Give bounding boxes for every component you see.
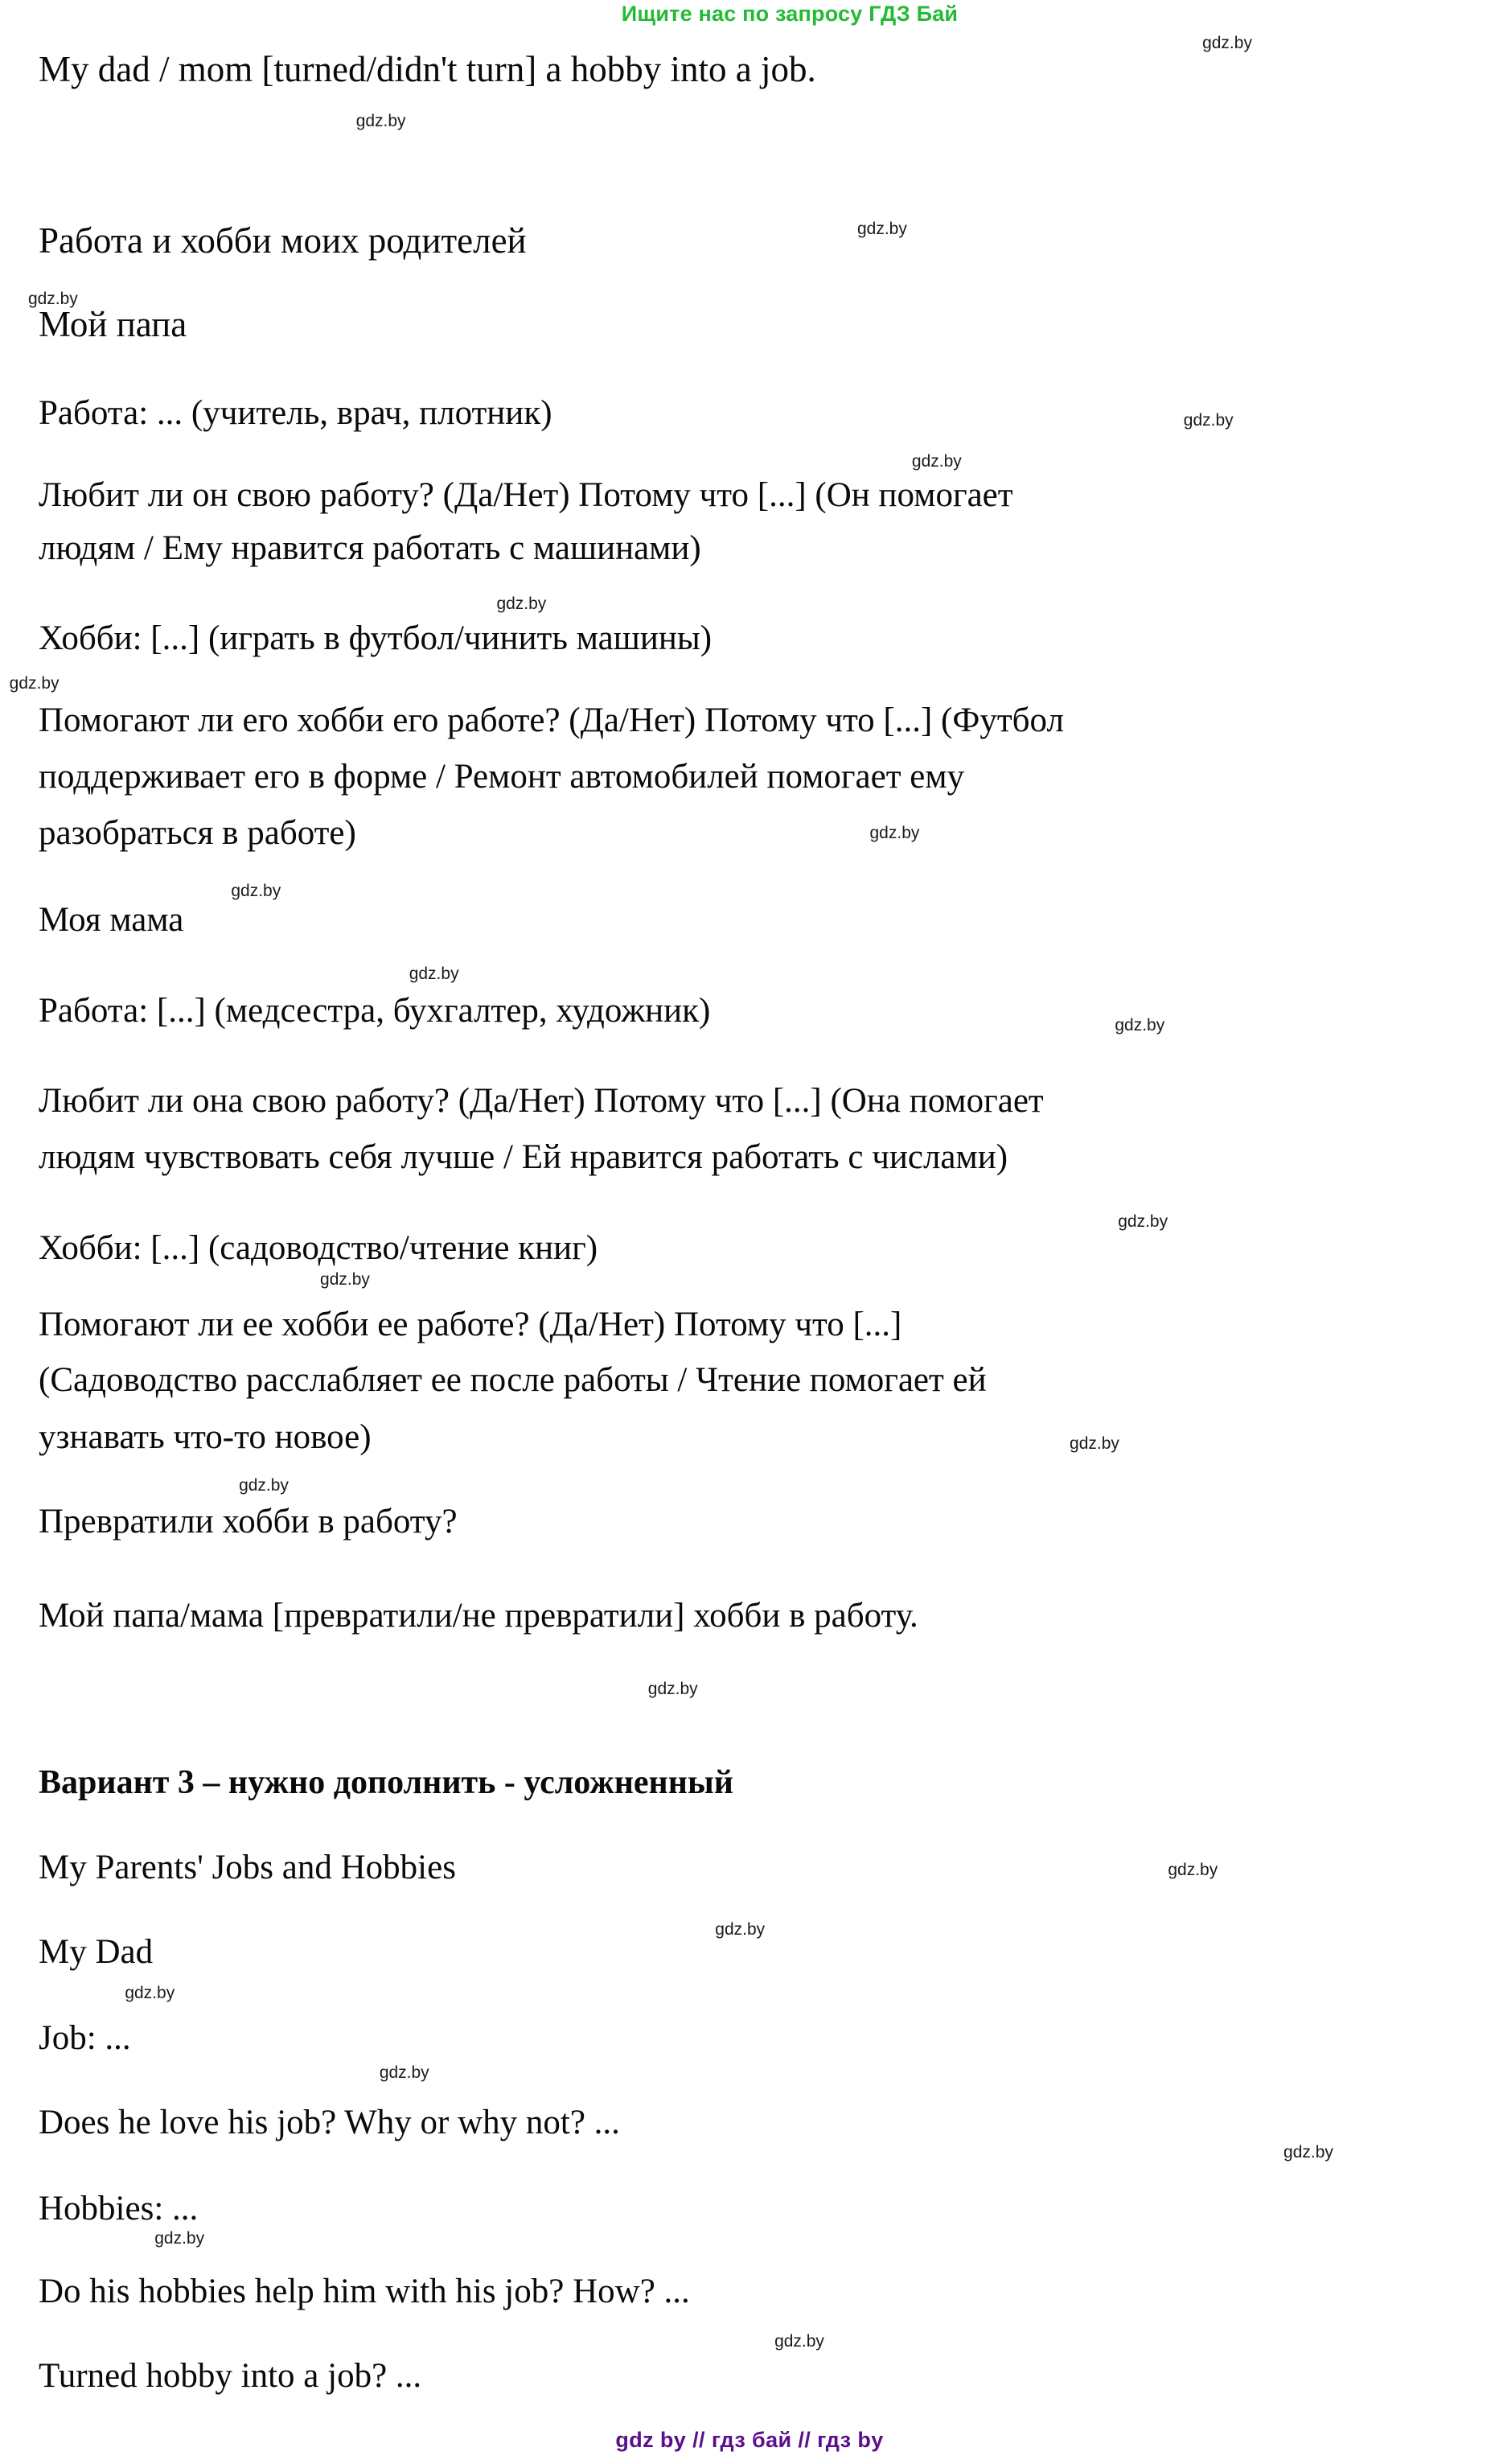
watermark-gdz: gdz.by — [1115, 1015, 1165, 1035]
en-turned-question: Turned hobby into a job? ... — [39, 2357, 422, 2395]
ru-mom-love-q-line2: людям чувствовать себя лучше / Ей нравится работать с числами) — [39, 1138, 1008, 1176]
en-job: Job: ... — [39, 2019, 131, 2057]
en-hobbies: Hobbies: ... — [39, 2190, 199, 2227]
ru-dad-heading: Мой папа — [39, 304, 187, 344]
en-section-title: My Parents' Jobs and Hobbies — [39, 1849, 456, 1886]
ru-dad-love-q-line1: Любит ли он свою работу? (Да/Нет) Потому что [...] (Он помогает — [39, 476, 1013, 514]
ru-dad-job: Работа: ... (учитель, врач, плотник) — [39, 394, 552, 432]
watermark-gdz: gdz.by — [1118, 1212, 1168, 1232]
ru-turned-question: Превратили хобби в работу? — [39, 1503, 458, 1541]
watermark-gdz: gdz.by — [1283, 2143, 1333, 2162]
watermark-gdz: gdz.by — [355, 111, 406, 130]
footer-text: gdz by // гдз бай // гдз by — [615, 2428, 884, 2452]
watermark-gdz: gdz.by — [239, 1476, 289, 1495]
watermark-gdz: gdz.by — [27, 290, 78, 309]
watermark-gdz: gdz.by — [320, 1270, 370, 1290]
ru-mom-help-q-line3: узнавать что-то новое) — [39, 1418, 372, 1456]
variant-heading: Вариант 3 – нужно дополнить - усложненный — [39, 1764, 733, 1801]
watermark-gdz: gdz.by — [1168, 1860, 1218, 1879]
watermark-gdz: gdz.by — [9, 673, 60, 693]
watermark-gdz: gdz.by — [496, 594, 547, 613]
ru-mom-hobbies: Хобби: [...] (садоводство/чтение книг) — [39, 1229, 598, 1267]
ru-mom-heading: Моя мама — [39, 901, 184, 939]
ru-dad-help-q-line2: поддерживает его в форме / Ремонт автомобилей помогает ему — [39, 758, 965, 796]
watermark-gdz: gdz.by — [774, 2331, 824, 2351]
watermark-gdz: gdz.by — [1070, 1434, 1119, 1453]
doc-title-en: My dad / mom [turned/didn't turn] a hobby into a job. — [39, 49, 816, 89]
watermark-gdz: gdz.by — [715, 1919, 766, 1939]
ru-mom-help-q-line2: (Садоводство расслабляет ее после работы / Чтение помогает ей — [39, 1361, 987, 1399]
ru-mom-job: Работа: [...] (медсестра, бухгалтер, художник) — [39, 992, 711, 1030]
ru-turned-answer: Мой папа/мама [превратили/не превратили] хобби в работу. — [39, 1597, 918, 1635]
watermark-gdz: gdz.by — [911, 451, 962, 471]
ru-dad-love-q-line2: людям / Ему нравится работать с машинами) — [39, 529, 701, 567]
en-dad-heading: My Dad — [39, 1933, 154, 1971]
watermark-gdz: gdz.by — [856, 219, 907, 238]
watermark-gdz: gdz.by — [647, 1679, 698, 1698]
watermark-gdz: gdz.by — [154, 2228, 205, 2248]
promo-text: Ищите нас по запросу ГДЗ Бай — [621, 2, 959, 26]
en-help-question: Do his hobbies help him with his job? How? ... — [39, 2273, 690, 2310]
ru-mom-help-q-line1: Помогают ли ее хобби ее работе? (Да/Нет) Потому что [...] — [39, 1306, 902, 1343]
ru-dad-help-q-line3: разобраться в работе) — [39, 814, 356, 852]
ru-section-heading: Работа и хобби моих родителей — [39, 220, 527, 261]
watermark-gdz: gdz.by — [379, 2063, 429, 2083]
watermark-gdz: gdz.by — [869, 823, 920, 842]
watermark-gdz: gdz.by — [231, 881, 281, 900]
ru-mom-love-q-line1: Любит ли она свою работу? (Да/Нет) Потому что [...] (Она помогает — [39, 1082, 1044, 1120]
ru-dad-hobbies: Хобби: [...] (играть в футбол/чинить машины) — [39, 619, 713, 657]
watermark-gdz: gdz.by — [125, 1984, 175, 2003]
watermark-gdz: gdz.by — [1202, 33, 1252, 52]
watermark-gdz: gdz.by — [1183, 411, 1234, 430]
watermark-gdz: gdz.by — [409, 964, 459, 983]
en-love-question: Does he love his job? Why or why not? ... — [39, 2104, 620, 2141]
footer-bar — [0, 2428, 1499, 2453]
ru-dad-help-q-line1: Помогают ли его хобби его работе? (Да/Нет) Потому что [...] (Футбол — [39, 701, 1064, 739]
promo-banner — [0, 0, 1499, 27]
